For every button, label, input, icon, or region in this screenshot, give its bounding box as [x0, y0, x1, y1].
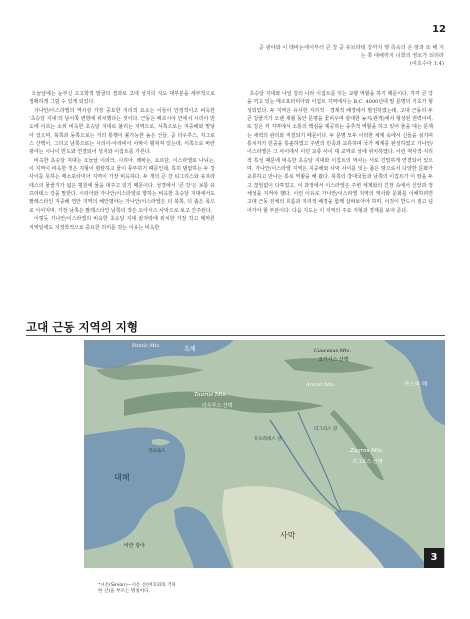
paragraph: 가나안/이스라엘의 역사상 가장 중요한 지리적 요소는 이들이 안정적이고 비옥한 ‘초승달 지대’의 남서쪽 변방에 위치했다는 것이다. 근동은 페르시아 만에서 시리아 반도에 이르는 소위 비옥한 초승달 지대로 불리는 지역으로, 서쪽으로는 지중해와 맞닿아 있으며, 북쪽과 동쪽으로는 거의 통행이 불가능한 높은 산들, 곧 타우루스, 자그로스 산맥이, 그리고 남쪽으로는 시리아-아라비아 사막이 펼쳐져 있는데, 서쪽으로 바란 광야는 시나이 반도와 연결되어 성지와 이집트를 가른다.	[29, 107, 215, 156]
epigraph-text: 곧 광야와 이 레바논에서부터 큰 강 곧 유브라데 강까지 헷 족속의 온 땅과 또 해 지는 쪽 대해까지 너희의 영토가 되리라	[258, 45, 444, 60]
map-label-caucasus: Caucasus Mts.	[314, 348, 352, 354]
map-graphic	[84, 340, 445, 568]
epigraph-citation: (여호수아 1:4)	[409, 61, 444, 68]
map-label-mediterranean: 대해	[114, 473, 130, 482]
map-label-zagros: Zagros Mts.	[350, 448, 384, 454]
body-column-right	[247, 90, 433, 340]
paragraph: 이렇듯 가나안/이스라엘의 비옥한 초승달 지대 끝자락에 위치한 가장 작고 메마른 지역임에도 지정학적으로 중요한 의미를 갖는 이유는 비옥한	[29, 216, 215, 231]
map-label-cyprus: 키프로스	[148, 449, 166, 454]
map-label-zagros-ko: 자그로스 산맥	[352, 459, 383, 465]
map-label-black-sea: 흑해	[184, 346, 196, 353]
map-label-sinai: 바란 광야	[124, 543, 145, 549]
map-label-caucasus-ko: 코카서스 산맥	[318, 357, 349, 363]
body-column-left	[29, 90, 215, 330]
map-label-taurus: Taurus Mts.	[194, 392, 228, 398]
paragraph: 초승달 지대와 나일 강의 나라 이집트를 잇는 교량 역할을 하기 때문이다. 각각 큰 강을 끼고 있는 메소포타미아와 이집트 지역에서는 B.C. 4000년대 말 문명의 기초가 형성되었다. 두 지역은 유사한 지리적 · 경제적 배경에서 발전하였는데, 고대 근동의 두 큰 강줄기가 오랜 세월 동안 문명을 꽃피우며 광대한 농지(관개)에서 형성된 권력이며, 또 강은 각 지역에서 소통의 핵심을 제공하는 중추적 역할을 하고 있어 물을 대는 문제는 세력의 관리와 직결되기 때문이다. 두 문명 모두 이러한 체계 속에서 신들을 섬기며 통치자가 민중을 통솔하였고 주변의 민족과 교류하며 국가 체계를 완성하였고 가나안/이스라엘은 그 사이에서 이런 교류 사이 대 교역로 상에 위치하였다. 이런 역사적·지리적 특성 때문에 비옥한 초승달 지대와 이집트의 역사는 서로 긴밀하게 연결되어 있으며, 가나안/이스라엘 지역은 지중해와 사막 사이를 잇는 좁은 땅으로서 다양한 문화가 교류하고 만나는 통로 역할을 해 왔다. 북쪽의 강대국들과 남쪽의 이집트가 이 땅을 두고 끊임없이 다투었고, 이 과정에서 이스라엘은 주변 세계와의 긴장 속에서 신앙과 정체성을 지켜야 했다. 이런 이유로 가나안/이스라엘 지역의 역사와 문화를 이해하려면 고대 근동 전체의 흐름과 지리적 배경을 함께 살펴보아야 하며, 이것이 반드시 짚고 넘어가야 할 부분이다. 다음 지도는 이 지역의 주요 지형과 경계를 보여 준다.	[247, 91, 433, 214]
map-title-rule	[26, 335, 445, 336]
map-legend-caption: *시온(Sinion)—시온 산(여호와의 거룩한 산)을 부르는 명칭이다.	[98, 583, 177, 594]
map-label-caspian: 카스피 해	[404, 382, 428, 388]
map-label-ararat: Ararat Mts.	[306, 382, 336, 388]
paragraph: 비옥한 초승달 지대는 오늘날 이라크, 시리아, 레바논, 요르단, 이스라엘로 나뉘는, 이 지역이 비옥한 것은 지형이 평탄하고 물이 풍부하기 때문인데, 특히 범람하는 두 강 사이를 뜻하는 메소포타미아 지역이 가장 비옥하다. 두 개의 큰 강 티그리스와 유프라테스의 물줄기가 넓은 평원에 물을 대주고 있기 때문이다. 성경에서 ‘큰 강’은 보통 유프라테스 강을 말한다. 시리아와 가나안/이스라엘로 향하는 비옥한 초승달 지대에서도 팔레스타인 지중해 연안 지역의 해안평야는 가나안/이스라엘은 더 북쪽, 더 좁은 폭으로 이어지며, 가장 남쪽은 팔레스타인 남쪽의 작은 오아시스 사막으로 보고 간주된다.	[29, 157, 215, 214]
relief-map	[84, 340, 445, 568]
map-label-tigris: 티그리스 강	[314, 427, 338, 432]
page-number: 12	[432, 24, 446, 35]
map-label-pontic: Pontic Mts.	[132, 343, 161, 349]
map-title: 고대 근동 지역의 지형	[26, 320, 138, 334]
map-label-taurus-ko: 타우루스 산맥	[202, 403, 233, 409]
map-label-euphrates: 유프라테스 강	[254, 437, 282, 442]
map-label-desert: 사막	[280, 531, 296, 540]
paragraph: 오늘날에는 눈부신 고고학적 발굴의 결과로 고대 성지의 지도 대부분을 세부적으로 정확하게 그릴 수 있게 되었다.	[29, 91, 215, 106]
figure-number-badge: 3	[424, 548, 444, 568]
epigraph	[254, 44, 444, 69]
